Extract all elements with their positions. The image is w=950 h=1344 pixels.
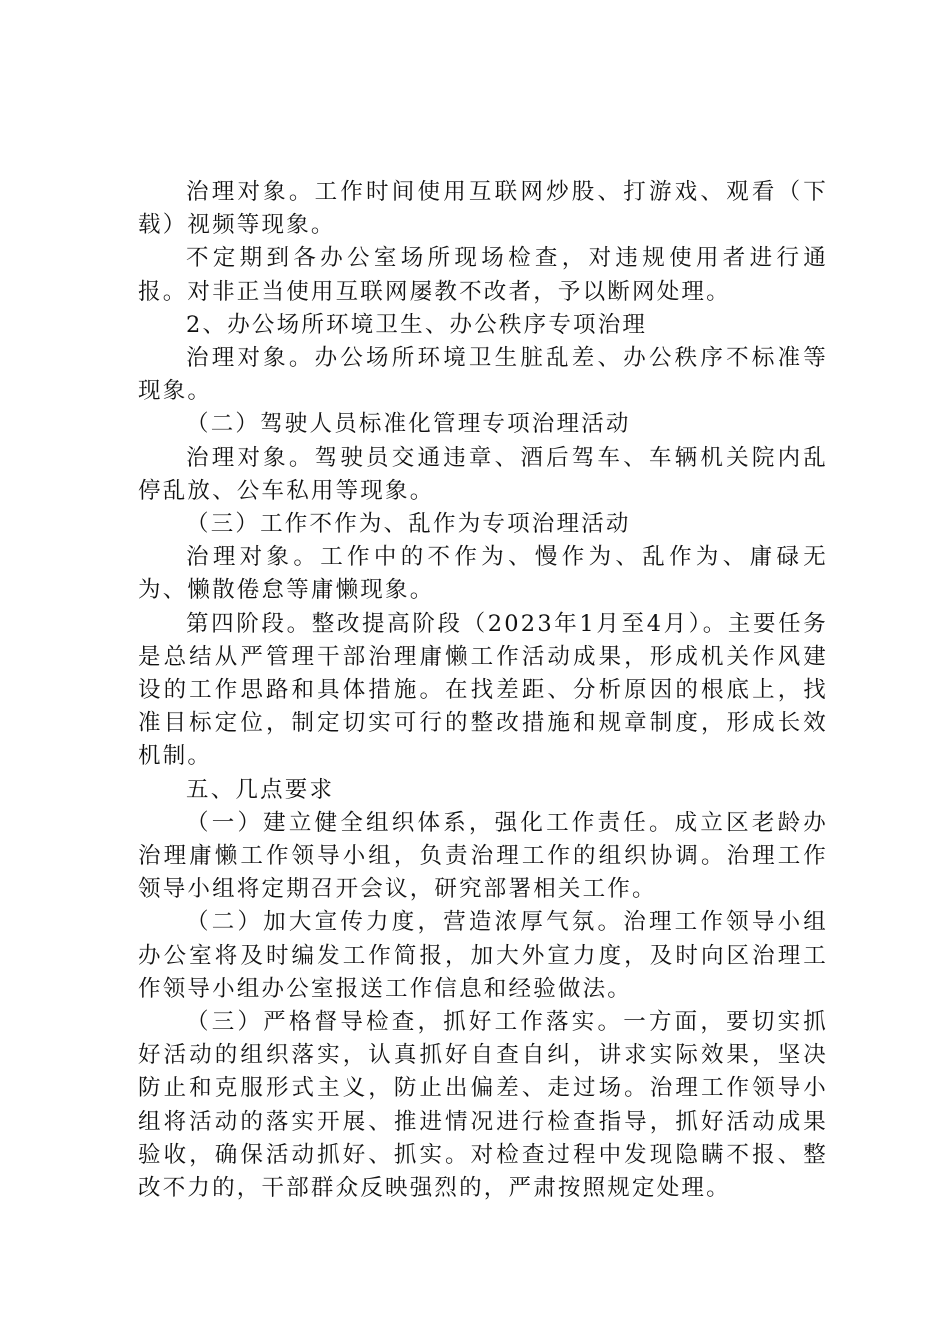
paragraph-requirement-organization: （一）建立健全组织体系，强化工作责任。成立区老龄办治理庸懒工作领导小组，负责治理工作的组织协调。治理工作领导小组将定期召开会议，研究部署相关工作。 — [138, 809, 828, 903]
paragraph-driver-management-heading: （二）驾驶人员标准化管理专项治理活动 — [186, 411, 631, 438]
paragraph-internet-inspection: 不定期到各办公室场所现场检查，对违规使用者进行通报。对非正当使用互联网屡教不改者，予以断网处理。 — [138, 245, 828, 305]
document-body — [138, 176, 828, 1205]
paragraph-requirement-publicity: （二）加大宣传力度，营造浓厚气氛。治理工作领导小组办公室将及时编发工作简报，加大外宣力度，及时向区治理工作领导小组办公室报送工作信息和经验做法。 — [138, 909, 828, 1002]
paragraph-inaction-target: 治理对象。工作中的不作为、慢作为、乱作为、庸碌无为、懒散倦怠等庸懒现象。 — [138, 544, 828, 604]
paragraph-phase-four: 第四阶段。整改提高阶段（2023年1月至4月）。主要任务是总结从严管理干部治理庸懒工作活动成果，形成机关作风建设的工作思路和具体措施。在找差距、分析原因的根底上，找准目标定位，制定切实可行的整改措施和规章制度，形成长效机制。 — [138, 610, 828, 770]
section-heading-requirements: 五、几点要求 — [186, 776, 335, 803]
paragraph-office-environment-target: 治理对象。办公场所环境卫生脏乱差、办公秩序不标准等现象。 — [138, 345, 828, 405]
paragraph-driver-management-target: 治理对象。驾驶员交通违章、酒后驾车、车辆机关院内乱停乱放、公车私用等现象。 — [138, 444, 828, 504]
paragraph-requirement-supervision: （三）严格督导检查，抓好工作落实。一方面，要切实抓好活动的组织落实，认真抓好自查自纠，讲求实际效果，坚决防止和克服形式主义，防止出偏差、走过场。治理工作领导小组将活动的落实开展、推进情况进行检查指导，抓好活动成果验收，确保活动抓好、抓实。对检查过程中发现隐瞒不报、整改不力的，干部群众反映强烈的，严肃按照规定处理。 — [138, 1009, 828, 1202]
paragraph-internet-governance-target: 治理对象。工作时间使用互联网炒股、打游戏、观看（下载）视频等现象。 — [138, 179, 828, 239]
paragraph-office-environment-heading: 2、办公场所环境卫生、办公秩序专项治理 — [186, 311, 648, 338]
paragraph-inaction-heading: （三）工作不作为、乱作为专项治理活动 — [186, 511, 631, 538]
